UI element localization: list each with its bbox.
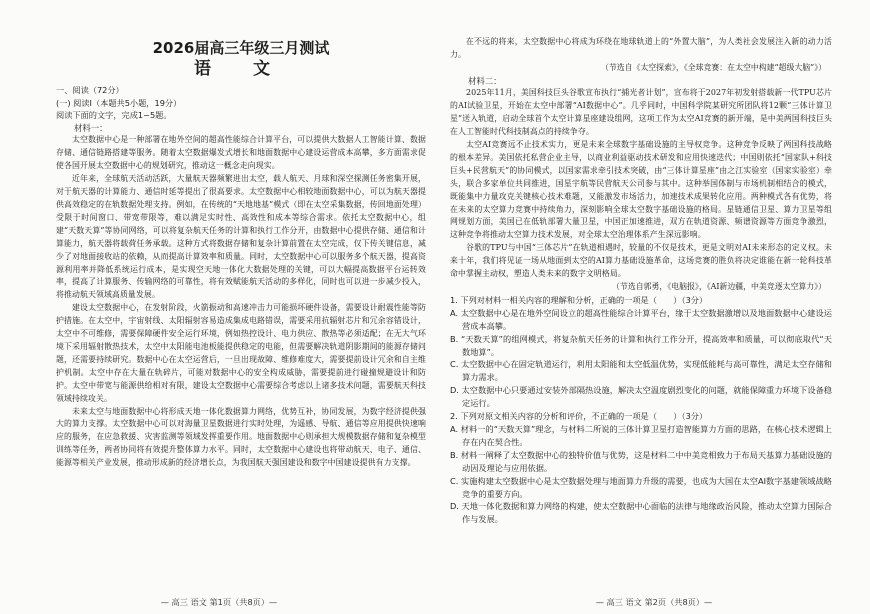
m1-paragraph-3: 建设太空数据中心，在发射阶段，火箭振动和高速冲击力可能损坏硬件设备，需要设计耐震性能等防护措施。在太空中，宇宙射线、太阳辐射容易造成集成电路错误，需要采用抗辐射芯片和冗余容错设计，太空中不可维修，需要保障硬件安全运行环境，例如热控设计、电力供应、散热等必须适配；在无大气环境下采用辐射散热技术，太空中太阳能电池板能提供稳定的电能，但需要解决轨道阴影期间的能源存储问题，还需要持续研究。数据中心在太空运营后，一旦出现故障、维修难度大，需要提前设计冗余和自主维护机制。太空中存在大量在轨碎片，可能对数据中心的安全构成威胁，需要提前进行碰撞规避设计和防护。太空中带宽与能源供给相对有限，建设太空数据中心需要综合考虑以上诸多技术问题，需要航天科技领域持续攻关。 xyxy=(56,303,426,403)
question-1-option-d: D. 太空数据中心只要通过安装外部隔热设施，解决太空温度剧烈变化的问题，就能保障重力环境下设备稳定运行。 xyxy=(450,385,832,409)
page-1-footer: — 高三 语文 第1页（共8页）— xyxy=(160,597,278,607)
question-2-option-c: C. 实施构建太空数据中心是太空数据处理与地面算力升级的需要，也成为大国在太空AI数字基建领域战略竞争的重要方向。 xyxy=(450,475,832,499)
question-1-option-b: B. “天数天算”的组网模式，将复杂航天任务的计算和执行工作分开，提高效率和质量，可以彻底取代“天数地算”。 xyxy=(450,333,832,357)
m2-source: （节选自郭勇，《电脑报》，《AI新边疆，中美竞逐太空算力》） xyxy=(612,282,826,292)
m2-paragraph-1: 2025年11月，美国科技巨头谷歌宣布执行“捕光者计划”，宣布将于2027年初发射搭载新一代TPU芯片的AI试验卫星，开始在太空中部署“AI数据中心”。几乎同时，中国科学院某研究所团队将12颗“三体计算卫星”送入轨道，启动全球首个太空计算星座建设组网，这项工作为太空AI竞赛的新开端，是中美两国科技巨头在人工智能时代科技制高点的持续争夺。 xyxy=(450,88,832,137)
question-2-option-b: B. 材料一阐释了太空数据中心的独特价值与优势，这是材料二中中美竞相致力于布局天基算力基础设施的动因及理论与应用依据。 xyxy=(450,449,832,473)
m2-paragraph-2: 太空AI竞赛远不止技术实力，更是未来全球数字基础设施的主导权竞争。这种竞争反映了两国科技战略的根本差异。美国依托私营企业主导，以商业利益驱动技术研发和应用快速迭代；中国则依托“国家队+科技巨头+民营航天”的协同模式，以国家需求牵引技术突破，由“三体计算星座”由之江实验室（国家实验室）牵头，联合多家单位共同推进，国星宇航等民营航天公司参与其中。这种举国体制与市场机制相结合的模式，既能集中力量攻克关键核心技术难题，又能激发市场活力，加速技术成果转化应用。两种模式各有优势，将在未来的太空算力竞赛中持续角力，深刻影响全球太空数字基础设施的格局。星链通信卫星、算力卫星等组网规划方面，美国已在低轨部署大量卫星，中国正加速推进，双方在轨道资源、频谱资源等方面竞争激烈，这种竞争将推动太空算力技术发展，对全球太空治理体系产生深远影响。 xyxy=(450,140,832,240)
question-1-stem: 1. 下列对材料一相关内容的理解和分析，正确的一项是（ ）（3分） xyxy=(450,294,708,305)
m1-continuation: 在不远的将来，太空数据中心将成为环绕在地球轨道上的“外置大脑”，为人类社会发展注入新的动力活力。 xyxy=(450,37,832,59)
section-heading: 一、阅读（72分） xyxy=(56,85,124,95)
m2-paragraph-3: 谷歌的TPU与中国“三体芯片”在轨道相遇时，较量的不仅是技术，更是文明对AI未来形态的定义权。未来十年，我们将见证一场从地面到太空的AI算力基础设施革命，这场竞赛的胜负将决定谁能在新一轮科技革命中掌握主动权，塑造人类未来的数字文明格局。 xyxy=(450,243,832,279)
instruction: 阅读下面的文字，完成1~5题。 xyxy=(56,110,172,121)
exam-title: 2026届高三年级三月测试 xyxy=(152,39,330,57)
m1-paragraph-1: 太空数据中心是一种部署在地外空间的超高性能综合计算平台，可以提供大数据人工智能计算、数据存储、通信链路搭建等服务。随着太空数据爆发式增长和地面数据中心建设运营成本高攀，多方面需求促使各国开展太空数据中心的规划研究，推动这一概念走向现实。 xyxy=(56,135,426,171)
question-1-option-c: C. 太空数据中心在固定轨道运行，利用太阳能和太空低温优势，实现低能耗与高可靠性，满足太空存储和算力需求。 xyxy=(450,359,832,383)
material-2-label: 材料二： xyxy=(468,75,502,86)
m1-paragraph-2: 近年来，全球航天活动活跃，大量航天器频繁进出太空，载人航天、月球和深空探测任务密集开展，对于航天器的计算能力、通信时延等提出了很高要求。太空数据中心相较地面数据中心，可以为航天器提供高效稳定的在轨数据处理支持。例如，在传统的“天地地基”模式（即在太空采集数据，传回地面处理）受限于时间窗口、带宽带限等，难以满足实时性、高效性和成本等综合需求。依托太空数据中心，组建“天数天算”等协同网络，可以将复杂航天任务的计算和执行工作分开，由数据中心提供存储、通信和计算能力，航天器将载荷任务承载。这种方式将数据存储和复杂计算前置在太空完成，仅下传关键信息，减少了对地面接收站的依赖，从而提高计算效率和质量。同时，太空数据中心可以服务多个航天器，提高资源利用率并降低系统运行成本，是实现空天地一体化大数据处理的关键，可以大幅提高数据平台运转效率，提高了计算服务、传输网络的可靠性，将有效赋能航天活动的多样化，同时也可以进一步减少投入，将推动航天领域高质量发展。 xyxy=(56,174,426,300)
question-2-stem: 2. 下列对原文相关内容的分析和评价，不正确的一项是（ ）（3分） xyxy=(450,411,708,422)
page-2 xyxy=(438,0,870,614)
m1-source: （节选自《太空探索》，《全球竞赛：在太空中构建“超级大脑”》） xyxy=(600,62,826,72)
material-1-label: 材料一： xyxy=(74,122,108,133)
question-1-option-a: A. 太空数据中心是在地外空间设立的超高性能综合计算平台，缘于太空数据激增以及地面数据中心建设运营成本高攀。 xyxy=(450,307,832,331)
subject-title: 语 文 xyxy=(194,59,288,79)
subsection-heading: (一) 阅读Ⅰ（本题共5小题，19分） xyxy=(56,97,182,108)
question-2-option-a: A. 材料一的“天数天算”理念，与材料二所说的三体计算卫星打造智能算力方面的思路，在核心技术逻辑上存在内在契合性。 xyxy=(450,423,832,447)
m1-paragraph-4: 未来太空与地面数据中心将形成天地一体化数据算力网络，优势互补，协同发展，为数字经济提供强大的算力支撑。太空数据中心可以对海量卫星数据进行实时处理，为遥感、导航、通信等应用提供快速响应的服务，在应急救援、灾害监测等领域发挥重要作用。地面数据中心则承担大规模数据存储和复杂模型训练等任务，两者协同将有效提升整体算力水平。同时，太空数据中心建设也将带动航天、电子、通信、能源等相关产业发展，推动形成新的经济增长点，为我国航天强国建设和数字中国建设提供有力支撑。 xyxy=(56,406,426,468)
question-2-option-d: D. 天地一体化数据和算力网络的构建，使太空数据中心面临的法律与地缘政治风险，推动太空算力国际合作与发展。 xyxy=(450,501,832,525)
page-2-footer: — 高三 语文 第2页（共8页）— xyxy=(595,597,713,607)
